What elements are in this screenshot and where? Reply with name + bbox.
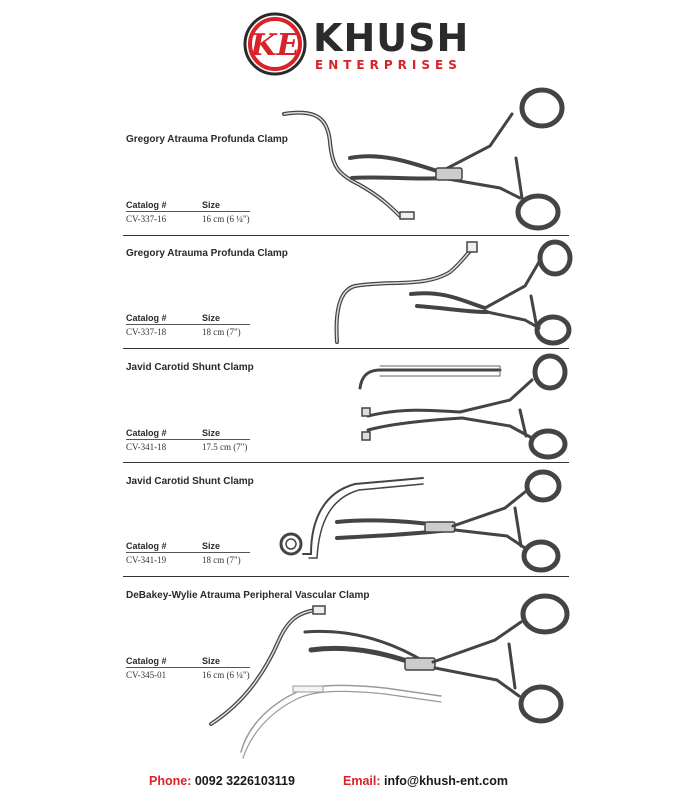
- size-label: Size: [202, 200, 221, 210]
- size-label: Size: [202, 541, 221, 551]
- spec-header-row: [126, 313, 250, 325]
- product-title: DeBakey-Wylie Atrauma Peripheral Vascular Clamp: [126, 590, 370, 601]
- size-value: 16 cm (6 ¼"): [202, 670, 250, 680]
- product-spec-table: [126, 428, 250, 452]
- phone-number[interactable]: 0092 3226103119: [194, 774, 295, 788]
- section-divider: [123, 462, 569, 463]
- spec-value-row: [126, 325, 250, 337]
- size-value: 18 cm (7"): [202, 327, 241, 337]
- clamp-illustration: [350, 352, 575, 462]
- spec-header-row: [126, 200, 250, 212]
- email-label: Email:: [343, 774, 381, 788]
- product-spec-table: [126, 200, 250, 224]
- size-value: 17.5 cm (7"): [202, 442, 248, 452]
- product-title: Gregory Atrauma Profunda Clamp: [126, 248, 288, 259]
- catalog-number: CV-345-01: [126, 670, 167, 680]
- brand-name: KHUSH: [313, 16, 470, 60]
- section-divider: [123, 576, 569, 577]
- phone-label: Phone:: [149, 774, 192, 788]
- size-label: Size: [202, 313, 221, 323]
- phone-contact: [149, 774, 295, 788]
- size-label: Size: [202, 656, 221, 666]
- size-value: 16 cm (6 ¼"): [202, 214, 250, 224]
- catalog-label: Catalog #: [126, 200, 167, 210]
- product-title: Javid Carotid Shunt Clamp: [126, 362, 254, 373]
- spec-header-row: [126, 541, 250, 553]
- spec-value-row: [126, 553, 250, 565]
- clamp-illustration: [325, 238, 580, 346]
- catalog-number: CV-337-18: [126, 327, 167, 337]
- email-contact: [343, 774, 508, 788]
- clamp-illustration: [280, 86, 580, 231]
- section-divider: [123, 348, 569, 349]
- spec-value-row: [126, 212, 250, 224]
- size-value: 18 cm (7"): [202, 555, 241, 565]
- catalog-label: Catalog #: [126, 428, 167, 438]
- spec-value-row: [126, 440, 250, 452]
- product-title: Gregory Atrauma Profunda Clamp: [126, 134, 288, 145]
- clamp-illustration: [275, 468, 575, 576]
- product-title: Javid Carotid Shunt Clamp: [126, 476, 254, 487]
- catalog-number: CV-337-16: [126, 214, 167, 224]
- catalog-number: CV-341-19: [126, 555, 167, 565]
- catalog-number: CV-341-18: [126, 442, 167, 452]
- product-spec-table: [126, 541, 250, 565]
- brand-subtitle: ENTERPRISES: [315, 58, 462, 72]
- clamp-illustration: [205, 592, 575, 762]
- brand-badge-icon: [243, 12, 307, 76]
- email-address[interactable]: info@khush-ent.com: [384, 774, 508, 788]
- section-divider: [123, 235, 569, 236]
- size-label: Size: [202, 428, 221, 438]
- catalog-label: Catalog #: [126, 313, 167, 323]
- catalog-label: Catalog #: [126, 656, 167, 666]
- brand-logo: [243, 12, 470, 78]
- product-spec-table: [126, 313, 250, 337]
- spec-header-row: [126, 428, 250, 440]
- catalog-label: Catalog #: [126, 541, 167, 551]
- brand-badge-initials: KE: [250, 28, 300, 63]
